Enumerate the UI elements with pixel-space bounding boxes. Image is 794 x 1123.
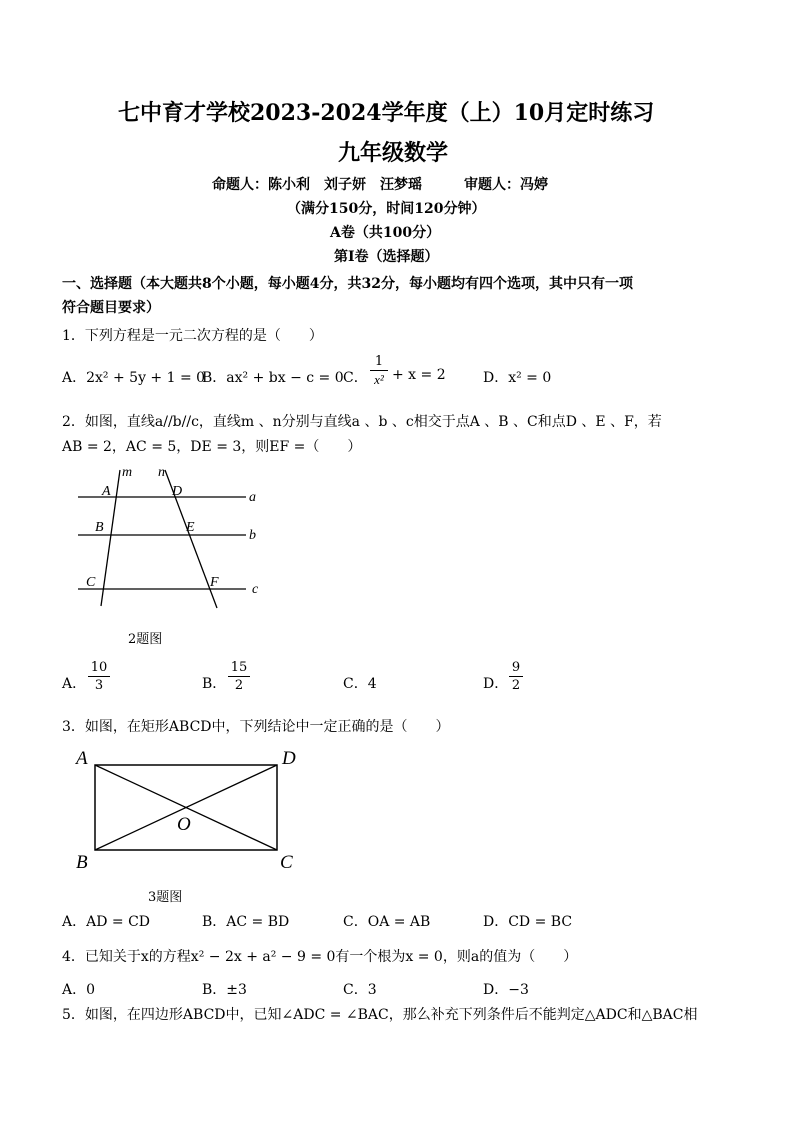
exam-part: 第Ⅰ卷（选择题） <box>334 249 439 265</box>
q1-stem: 1．下列方程是一元二次方程的是（ ） <box>62 328 323 344</box>
exam-score-time: （满分150分，时间120分钟） <box>287 201 486 217</box>
q1-option-c-rest: + x = 2 <box>392 367 446 383</box>
exam-volume: A卷（共100分） <box>330 225 441 241</box>
q2-option-b-denominator: 2 <box>234 678 244 693</box>
q2-option-b-fraction-bar <box>228 676 250 677</box>
q4-option-a: A．0 <box>62 982 96 998</box>
q2-option-b-numerator: 15 <box>230 660 248 675</box>
q2-stem-line2: AB = 2，AC = 5，DE = 3，则EF =（ ） <box>62 439 362 455</box>
q3-label-C: C <box>280 852 293 873</box>
q1-option-c-numerator: 1 <box>374 354 384 369</box>
exam-authors: 命题人：陈小利 刘子妍 汪梦瑶 审题人：冯婷 <box>212 177 548 193</box>
q2-option-a-label: A． <box>62 676 87 692</box>
q4-option-c: C．3 <box>343 982 377 998</box>
q1-option-a: A．2x² + 5y + 1 = 0 <box>62 370 206 386</box>
q2-option-c: C．4 <box>343 676 377 692</box>
q2-option-d-numerator: 9 <box>511 660 521 675</box>
q2-option-b-fraction <box>228 660 250 693</box>
q2-figure <box>70 460 270 610</box>
q1-option-d: D．x² = 0 <box>483 370 552 386</box>
q2-label-a: a <box>249 490 256 505</box>
q3-label-D: D <box>282 748 296 769</box>
q2-label-E: E <box>186 520 195 535</box>
q2-option-b-label: B． <box>202 676 227 692</box>
q3-label-O: O <box>177 814 191 835</box>
q2-label-m: m <box>122 465 133 480</box>
q1-option-c-denominator: x² <box>374 372 384 387</box>
q2-option-d-fraction-bar <box>509 676 523 677</box>
q2-label-b: b <box>249 528 256 543</box>
q2-option-d-label: D． <box>483 676 509 692</box>
q2-label-D: D <box>172 484 183 499</box>
q2-option-a-numerator: 10 <box>90 660 108 675</box>
q3-figure-caption: 3题图 <box>148 890 183 905</box>
q4-stem: 4．已知关于x的方程x² − 2x + a² − 9 = 0有一个根为x = 0，则a的值为（ ） <box>62 949 578 965</box>
q2-option-a-denominator: 3 <box>94 678 104 693</box>
q2-figure-caption: 2题图 <box>128 632 163 647</box>
q3-label-B: B <box>76 852 88 873</box>
q2-option-a-fraction-bar <box>88 676 110 677</box>
q3-option-c: C．OA = AB <box>343 914 431 930</box>
q2-option-d-fraction <box>509 660 523 693</box>
q2-label-B: B <box>95 520 104 535</box>
section-heading-line1: 一、选择题（本大题共8个小题，每小题4分，共32分，每小题均有四个选项，其中只有一项 <box>62 276 633 292</box>
q1-option-c-fraction <box>370 354 388 387</box>
exam-subtitle: 九年级数学 <box>338 140 449 166</box>
q1-option-c-fraction-bar <box>370 370 388 371</box>
q2-label-F: F <box>210 575 219 590</box>
q2-stem-line1: 2．如图，直线a//b//c，直线m 、n分别与直线a 、b 、c相交于点A 、B 、C和点D 、E 、F，若 <box>62 414 662 430</box>
q2-option-a-fraction <box>88 660 110 693</box>
q2-option-d-denominator: 2 <box>511 678 521 693</box>
q3-figure <box>70 742 310 878</box>
q3-label-A: A <box>76 748 88 769</box>
exam-title: 七中育才学校2023-2024学年度（上）10月定时练习 <box>118 100 655 126</box>
q2-label-C: C <box>86 575 96 590</box>
q2-label-n: n <box>158 465 165 480</box>
section-heading-line2: 符合题目要求） <box>62 300 160 316</box>
q3-option-d: D．CD = BC <box>483 914 573 930</box>
q2-label-A: A <box>102 484 111 499</box>
q4-option-b: B．±3 <box>202 982 247 998</box>
q5-stem: 5．如图，在四边形ABCD中，已知∠ADC = ∠BAC，那么补充下列条件后不能判定△ADC和△BAC相 <box>62 1007 698 1023</box>
q2-label-c: c <box>252 582 259 597</box>
q4-option-d: D．−3 <box>483 982 529 998</box>
q3-option-b: B．AC = BD <box>202 914 290 930</box>
q1-option-c-label: C． <box>343 370 368 386</box>
q3-stem: 3．如图，在矩形ABCD中，下列结论中一定正确的是（ ） <box>62 719 450 735</box>
q3-option-a: A．AD = CD <box>62 914 151 930</box>
q1-option-b: B．ax² + bx − c = 0 <box>202 370 344 386</box>
